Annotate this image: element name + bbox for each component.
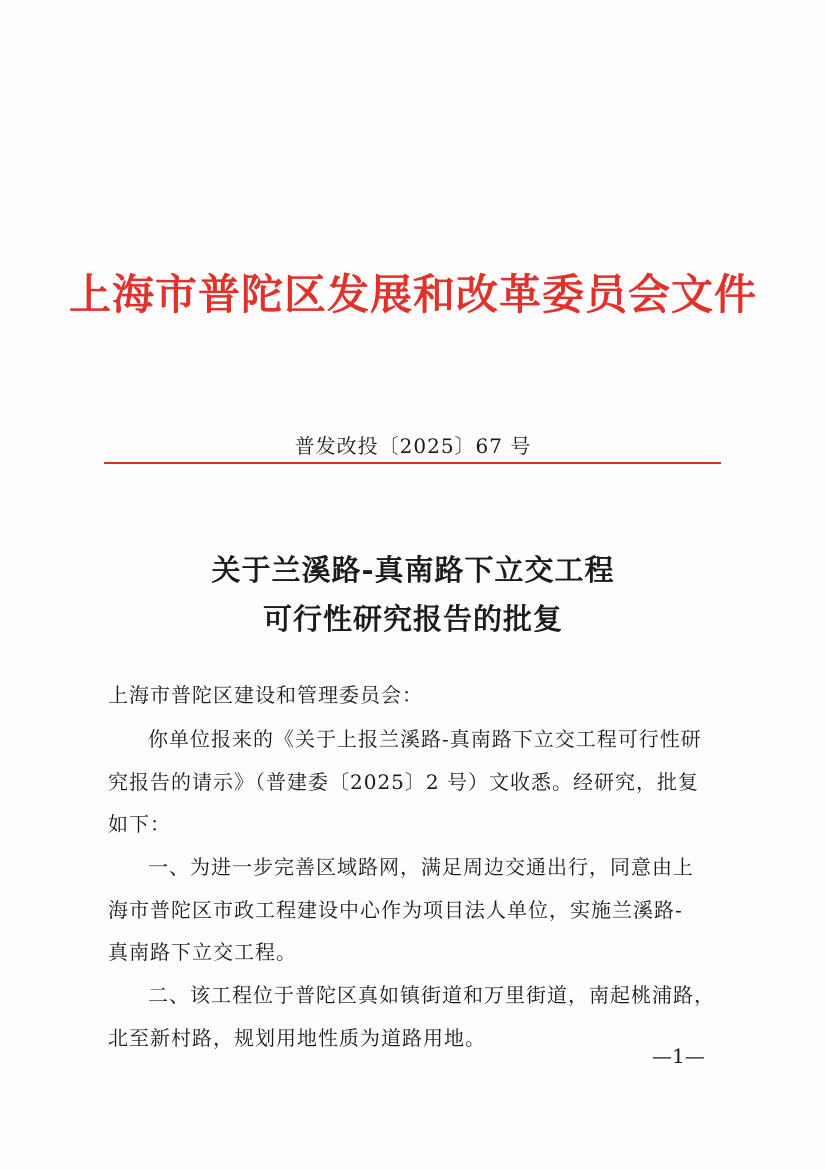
issuing-authority-header: 上海市普陀区发展和改革委员会文件 bbox=[68, 270, 757, 319]
body-paragraph-line: 海市普陀区市政工程建设中心作为项目法人单位，实施兰溪路- bbox=[108, 898, 683, 922]
document-number: 普发改投〔2025〕67 号 bbox=[294, 434, 532, 458]
document-title-line-1: 关于兰溪路-真南路下立交工程 bbox=[211, 553, 615, 587]
body-paragraph-line: 如下： bbox=[108, 812, 171, 836]
body-paragraph-line: 二、该工程位于普陀区真如镇街道和万里街道，南起桃浦路， bbox=[148, 983, 715, 1007]
body-paragraph-line: 你单位报来的《关于上报兰溪路-真南路下立交工程可行性研 bbox=[148, 727, 702, 751]
body-paragraph-line: 一、为进一步完善区域路网，满足周边交通出行，同意由上 bbox=[148, 855, 694, 879]
red-divider-line bbox=[104, 462, 721, 464]
body-paragraph-line: 真南路下立交工程。 bbox=[108, 940, 297, 964]
body-paragraph-line: 究报告的请示》（普建委〔2025〕2 号）文收悉。经研究，批复 bbox=[108, 770, 699, 794]
page-number: —1— bbox=[652, 1044, 705, 1068]
recipient-line: 上海市普陀区建设和管理委员会： bbox=[108, 683, 423, 707]
body-paragraph-line: 北至新村路，规划用地性质为道路用地。 bbox=[108, 1026, 486, 1050]
document-title-line-2: 可行性研究报告的批复 bbox=[262, 602, 563, 636]
